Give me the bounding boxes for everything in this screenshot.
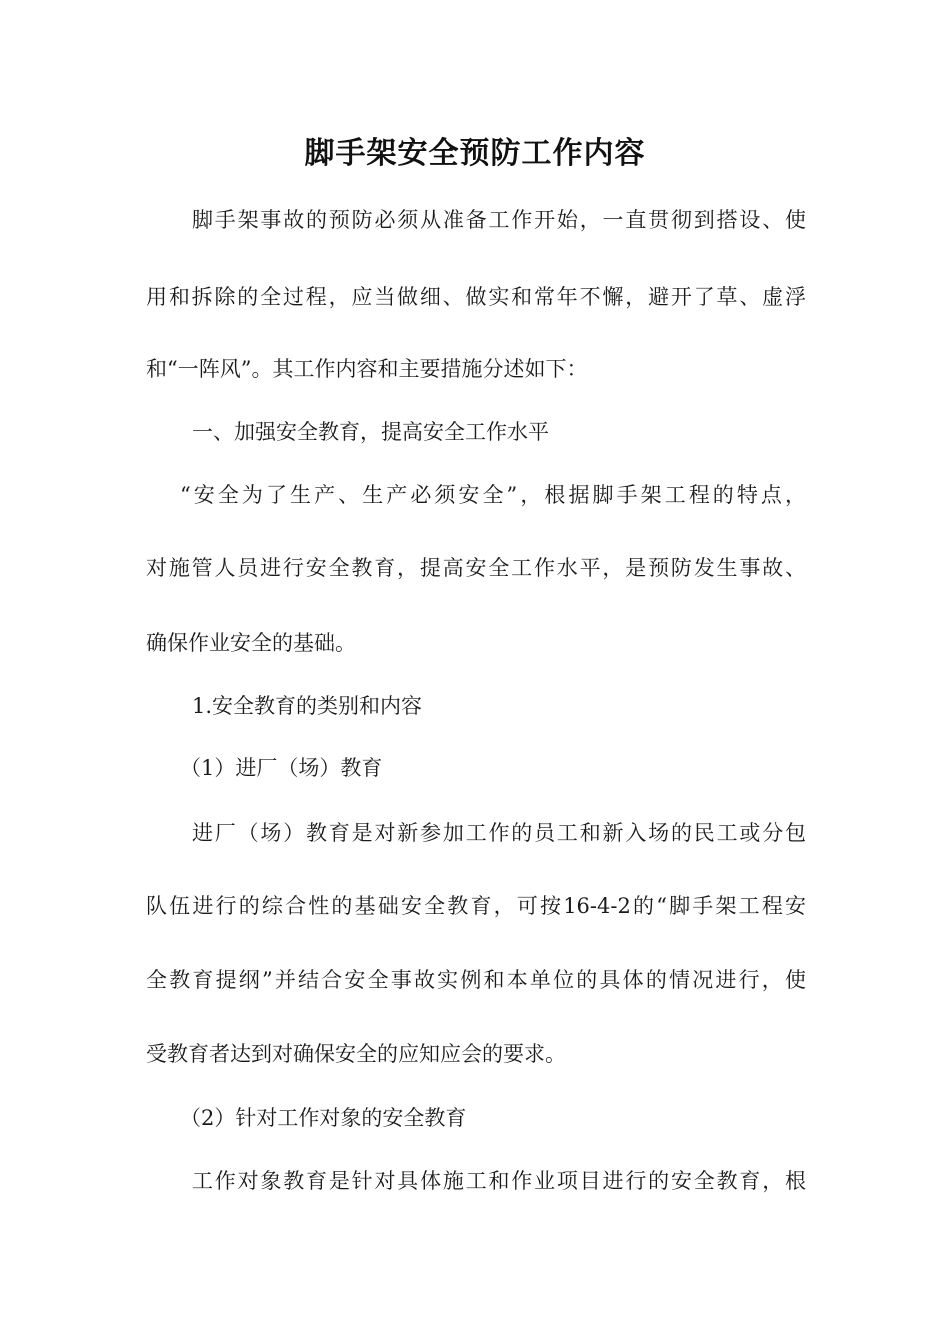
paragraph-line: 确保作业安全的基础。 [146,631,356,655]
paragraph-line: 脚手架事故的预防必须从准备工作开始，一直贯彻到搭设、使 [192,208,806,232]
subsection-heading: 1.安全教育的类别和内容 [192,694,423,718]
paragraph-line: 受教育者达到对确保安全的应知应会的要求。 [146,1042,566,1066]
paragraph-line: 对施管人员进行安全教育，提高安全工作水平，是预防发生事故、 [146,556,806,580]
paragraph-line: 和“一阵风”。其工作内容和主要措施分述如下： [146,357,588,381]
paragraph-line: “安全为了生产、生产必须安全”，根据脚手架工程的特点， [180,483,806,507]
paragraph-line: 工作对象教育是针对具体施工和作业项目进行的安全教育，根 [192,1169,806,1193]
subsection-heading: （2）针对工作对象的安全教育 [180,1106,467,1130]
paragraph-line: 全教育提纲”并结合安全事故实例和本单位的具体的情况进行，使 [146,968,806,992]
paragraph-line: 队伍进行的综合性的基础安全教育，可按16-4-2的“脚手架工程安 [146,894,806,918]
section-heading: 一、加强安全教育，提高安全工作水平 [192,420,549,444]
subsection-heading: （1）进厂（场）教育 [180,756,383,780]
paragraph-line: 进厂（场）教育是对新参加工作的员工和新入场的民工或分包 [192,821,806,845]
paragraph-line: 用和拆除的全过程，应当做细、做实和常年不懈，避开了草、虚浮 [146,285,806,309]
document-title: 脚手架安全预防工作内容 [304,136,646,171]
